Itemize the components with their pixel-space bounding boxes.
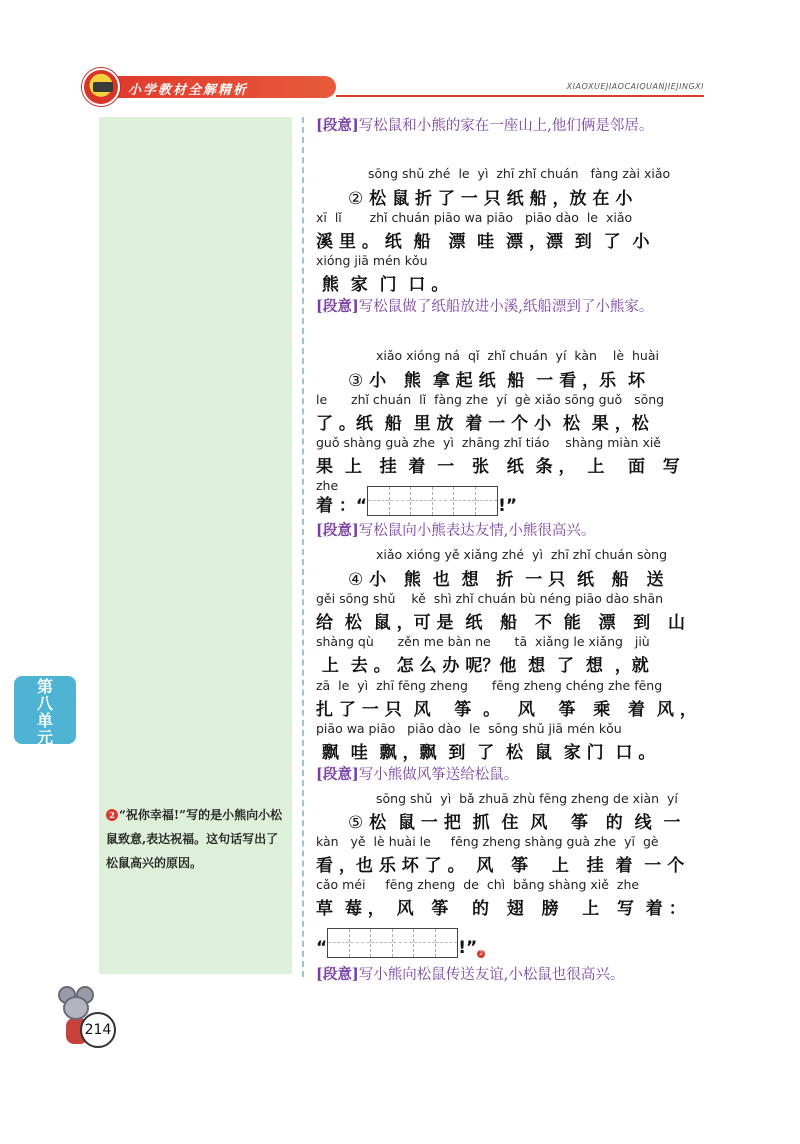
text-content: 松 鼠 折 了 一 只 纸 船 ，放 在 小: [363, 189, 633, 209]
text-line: [316, 184, 702, 209]
text-line: 上 去 。 怎 么 办 呢？他 想 了 想 ，就: [316, 656, 649, 676]
text-line: 果 上 挂 着 一 张 纸 条 ， 上 面 写: [316, 457, 680, 477]
text-line: 看 ，也 乐 坏 了 。 风 筝 上 挂 着 一 个: [316, 856, 685, 876]
pinyin-line: sōng shǔ yì bǎ zhuā zhù fēng zheng de xiàn yí: [376, 791, 678, 806]
column-divider: [302, 117, 304, 977]
text-content: 着 ：“: [316, 496, 368, 516]
pinyin-line: le zhǐ chuán lǐ fàng zhe yí gè xiǎo sōng guǒ sōng: [316, 392, 665, 407]
pinyin-line: xī lǐ zhǐ chuán piāo wa piāo piāo dào le xiǎo: [316, 210, 633, 225]
paragraph-summary: [316, 520, 702, 542]
pinyin-line: gěi sōng shǔ kě shì zhǐ chuán bù néng piāo dào shān: [316, 591, 664, 606]
text-line: 扎 了 一 只 风 筝 。 风 筝 乘 着 风 ，: [316, 700, 697, 720]
pinyin-line: zā le yì zhī fēng zheng fēng zheng chéng zhe fēng: [316, 678, 663, 693]
pinyin-line: piāo wa piāo piāo dào le sōng shǔ jiā mén kǒu: [316, 721, 622, 736]
blank-writing-grid[interactable]: [327, 928, 458, 958]
text-content: !”: [498, 496, 518, 516]
unit-tab: [14, 676, 76, 747]
text-line: 溪 里 。 纸 船 漂 哇 漂 ，漂 到 了 小: [316, 232, 650, 252]
footnote-marker: 2: [477, 950, 485, 958]
note-number-badge: 2: [106, 809, 118, 821]
sidebar-note: [106, 803, 286, 875]
paragraph-summary: [316, 764, 702, 786]
text-line: 了 。纸 船 里 放 着 一 个 小 松 果 ，松: [316, 414, 649, 434]
paragraph-number: ⑤: [348, 813, 364, 833]
text-line: [316, 808, 702, 833]
text-content: 松 鼠 一 把 抓 住 风 筝 的 线 一: [363, 813, 681, 833]
text-line: 熊 家 门 口 。: [316, 275, 449, 295]
header-pinyin-title: XIAOXUEJIAOCAIQUANJIEJINGXI: [566, 82, 704, 91]
page-header: [82, 68, 704, 102]
summary-text: 写小熊向松鼠传送友谊,小松鼠也很高兴。: [358, 967, 625, 983]
text-content: 小 熊 也 想 折 一 只 纸 船 送: [363, 570, 664, 590]
page-number: 214: [80, 1012, 116, 1048]
text-line: [316, 366, 702, 391]
annotation-sidebar: [99, 117, 292, 974]
text-content: !”: [458, 938, 478, 958]
pinyin-line: zhe: [316, 478, 339, 493]
text-line: [316, 922, 702, 958]
summary-tag: [段意]: [316, 117, 359, 134]
pinyin-line: xiǎo xióng yě xiǎng zhé yì zhī zhǐ chuán sòng: [376, 547, 668, 562]
summary-text: 写松鼠和小熊的家在一座山上,他们俩是邻居。: [358, 118, 654, 134]
text-line: [316, 480, 702, 516]
paragraph-number: ④: [348, 570, 364, 590]
pinyin-line: guǒ shàng guà zhe yì zhāng zhǐ tiáo shàng miàn xiě: [316, 435, 662, 450]
paragraph-number: ③: [348, 371, 364, 391]
blank-writing-grid[interactable]: [367, 486, 498, 516]
unit-tab-char: 元: [36, 728, 53, 747]
unit-tab-char: 单: [36, 711, 53, 730]
summary-tag: [段意]: [316, 966, 359, 983]
summary-tag: [段意]: [316, 766, 359, 783]
summary-text: 写松鼠做了纸船放进小溪,纸船漂到了小熊家。: [358, 299, 654, 315]
pinyin-line: shàng qù zěn me bàn ne tā xiǎng le xiǎng jiù: [316, 634, 650, 649]
text-line: [316, 565, 702, 590]
book-logo-icon: [82, 68, 120, 106]
unit-tab-char: 第: [36, 677, 53, 696]
summary-tag: [段意]: [316, 522, 359, 539]
pinyin-line: xióng jiā mén kǒu: [316, 253, 428, 268]
unit-tab-char: 八: [36, 694, 53, 713]
text-line: 飘 哇 飘 ，飘 到 了 松 鼠 家 门 口 。: [316, 743, 656, 763]
summary-tag: [段意]: [316, 298, 359, 315]
paragraph-summary: [316, 964, 702, 986]
summary-text: 写小熊做风筝送给松鼠。: [358, 767, 519, 783]
paragraph-number: ②: [348, 189, 364, 209]
pinyin-line: xiǎo xióng ná qǐ zhǐ chuán yí kàn lè huài: [376, 348, 659, 363]
paragraph-summary: [316, 115, 702, 137]
book-title: 小学教材全解精析: [128, 83, 249, 98]
text-content: 小 熊 拿 起 纸 船 一 看 ，乐 坏: [363, 371, 645, 391]
text-line: 给 松 鼠 ，可 是 纸 船 不 能 漂 到 山: [316, 613, 685, 633]
paragraph-summary: [316, 296, 702, 318]
header-divider: [336, 95, 704, 97]
text-line: 草 莓 ， 风 筝 的 翅 膀 上 写 着 ：: [316, 899, 686, 919]
note-text: “祝你幸福!”写的是小熊向小松鼠致意,表达祝福。这句话写出了松鼠高兴的原因。: [106, 808, 283, 870]
summary-text: 写松鼠向小熊表达友情,小熊很高兴。: [358, 523, 596, 539]
pinyin-line: kàn yě lè huài le fēng zheng shàng guà zhe yī gè: [316, 834, 659, 849]
pinyin-line: sōng shǔ zhé le yì zhī zhǐ chuán fàng zài xiǎo: [368, 166, 671, 181]
pinyin-line: cǎo méi fēng zheng de chì bǎng shàng xiě zhe: [316, 877, 640, 892]
text-content: “: [316, 938, 328, 958]
